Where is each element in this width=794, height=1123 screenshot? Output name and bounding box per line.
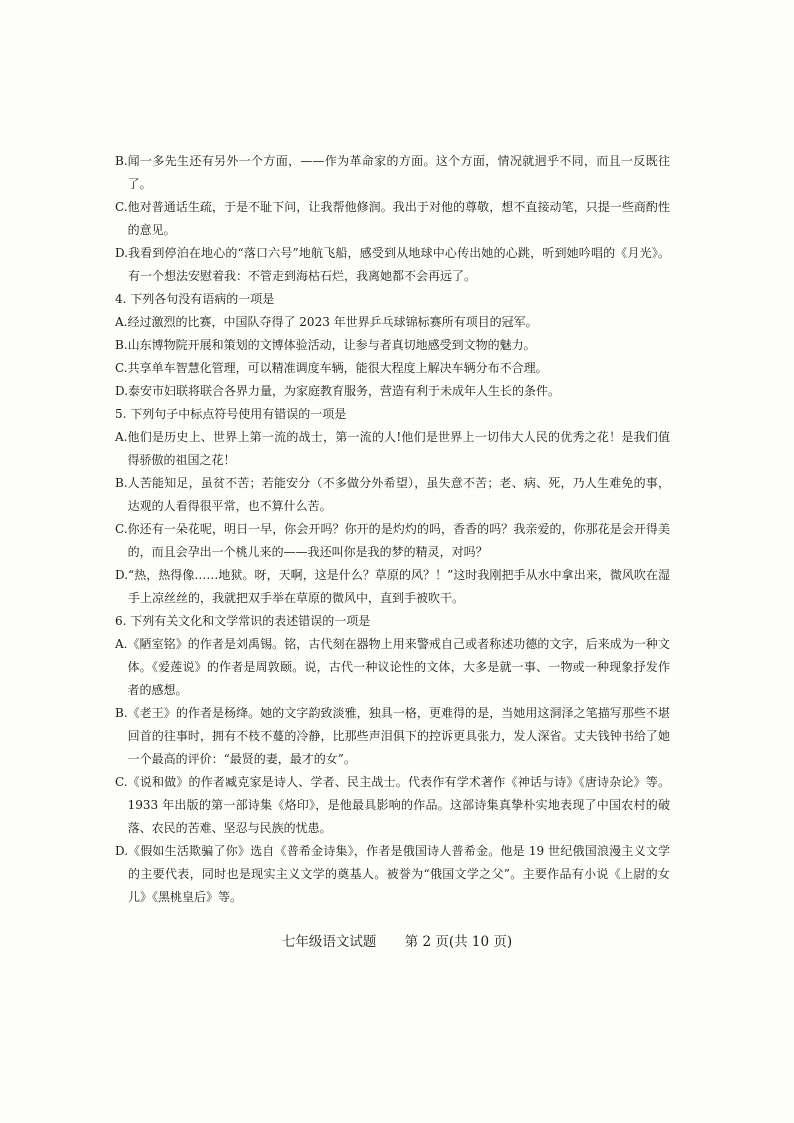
option-label: C. [115, 775, 128, 789]
exam-content [115, 150, 670, 909]
option-text: 闻一多先生还有另外一个方面，——作为革命家的方面。这个方面，情况就迥乎不同，而且一反既往了。 [127, 154, 670, 191]
option-text: 我看到停泊在地心的“落口六号”地航飞船，感受到从地球中心传出她的心跳，听到她吟唱的《月光》。有一个想法安慰着我：不管走到海枯石烂，我离她都不会再远了。 [128, 246, 670, 283]
option-q4-a [115, 311, 670, 334]
option-q3-d [115, 242, 670, 288]
footer-page-number: 第 2 页(共 10 页) [404, 934, 513, 950]
option-text: 经过激烈的比赛，中国队夺得了 2023 年世界乒乓球锦标赛所有项目的冠军。 [127, 315, 538, 329]
option-label: D. [115, 246, 129, 260]
option-label: A. [115, 637, 128, 651]
option-text: 《假如生活欺骗了你》选自《普希金诗集》，作者是俄国诗人普希金。他是 19 世纪俄国浪漫主义文学的主要代表，同时也是现实主义文学的奠基人。被誉为“俄国文学之父”。主要作品有小说《上尉的女儿》《黑桃皇后》等。 [128, 844, 670, 904]
option-label: B. [115, 338, 128, 352]
option-text: 人苦能知足，虽贫不苦；若能安分（不多做分外希望），虽失意不苦；老、病、死，乃人生难免的事，达观的人看得很平常，也不算什么苦。 [127, 476, 670, 513]
option-label: B. [115, 476, 128, 490]
option-text: 泰安市妇联将联合各界力量，为家庭教育服务，营造有利于未成年人生长的条件。 [128, 384, 561, 398]
option-label: C. [115, 361, 128, 375]
option-label: D. [115, 844, 129, 858]
option-text: 他对普通话生疏，于是不耻下问，让我帮他修润。我出于对他的尊敬，想不直接动笔，只提一些商酌性的意见。 [127, 200, 670, 237]
option-q6-a [115, 633, 670, 702]
option-q6-d [115, 840, 670, 909]
option-q3-b [115, 150, 670, 196]
option-label: D. [115, 568, 129, 582]
question-6-stem: 6. 下列有关文化和文学常识的表述错误的一项是 [115, 614, 371, 628]
option-q4-d [115, 380, 670, 403]
option-q3-c [115, 196, 670, 242]
option-label: A. [115, 315, 128, 329]
option-text: 你还有一朵花呢，明日一早，你会开吗？你开的是灼灼的吗，香香的吗？我亲爱的，你那花是会开得美的，而且会孕出一个桃儿来的——我还叫你是我的梦的精灵，对吗？ [127, 522, 670, 559]
option-q4-c [115, 357, 670, 380]
option-q6-b [115, 702, 670, 771]
option-label: A. [115, 430, 128, 444]
option-text: 山东博物院开展和策划的文博体验活动，让参与者真切地感受到文物的魅力。 [127, 338, 536, 352]
option-label: C. [115, 522, 128, 536]
option-q5-c [115, 518, 670, 564]
question-4-stem: 4. 下列各句没有语病的一项是 [115, 292, 275, 306]
option-q5-b [115, 472, 670, 518]
option-text: 共享单车智慧化管理，可以精准调度车辆，能很大程度上解决车辆分布不合理。 [127, 361, 548, 375]
option-q6-c [115, 771, 670, 840]
option-label: C. [115, 200, 128, 214]
option-q4-b [115, 334, 670, 357]
option-text: 《陋室铭》的作者是刘禹锡。铭，古代刻在器物上用来警戒自己或者称述功德的文字，后来成为一种文体。《爱莲说》的作者是周敦颐。说，古代一种议论性的文体，大多是就一事、一物或一种现象抒发作者的感想。 [127, 637, 670, 697]
question-5-stem: 5. 下列句子中标点符号使用有错误的一项是 [115, 407, 347, 421]
option-text: 《说和做》的作者臧克家是诗人、学者、民主战士。代表作有学术著作《神话与诗》《唐诗杂论》等。1933 年出版的第一部诗集《烙印》，是他最具影响的作品。这部诗集真挚朴实地表现了中国农村的破落、农民的苦难、坚忍与民族的忧患。 [127, 775, 670, 835]
page-footer [0, 930, 794, 950]
option-label: B. [115, 154, 128, 168]
option-text: 他们是历史上、世界上第一流的战士，第一流的人!他们是世界上一切伟大人民的优秀之花！是我们值得骄傲的祖国之花！ [127, 430, 670, 467]
option-text: 《老王》的作者是杨绛。她的文字韵致淡雅，独具一格，更难得的是，当她用这洞泽之笔描写那些不堪回首的往事时，拥有不枝不蔓的冷静，比那些声泪俱下的控诉更具张力，发人深省。丈夫钱钟书给了她一个最高的评价：“最贤的妻，最才的女”。 [127, 706, 670, 766]
option-q5-a [115, 426, 670, 472]
option-q5-d [115, 564, 670, 610]
footer-subject: 七年级语文试题 [281, 934, 377, 950]
option-text: “热，热得像……地狱。呀，天啊，这是什么？草原的风？！”这时我刚把手从水中拿出来，微风吹在湿手上凉丝丝的，我就把双手举在草原的微风中，直到手被吹干。 [128, 568, 670, 605]
option-label: D. [115, 384, 129, 398]
option-label: B. [115, 706, 128, 720]
